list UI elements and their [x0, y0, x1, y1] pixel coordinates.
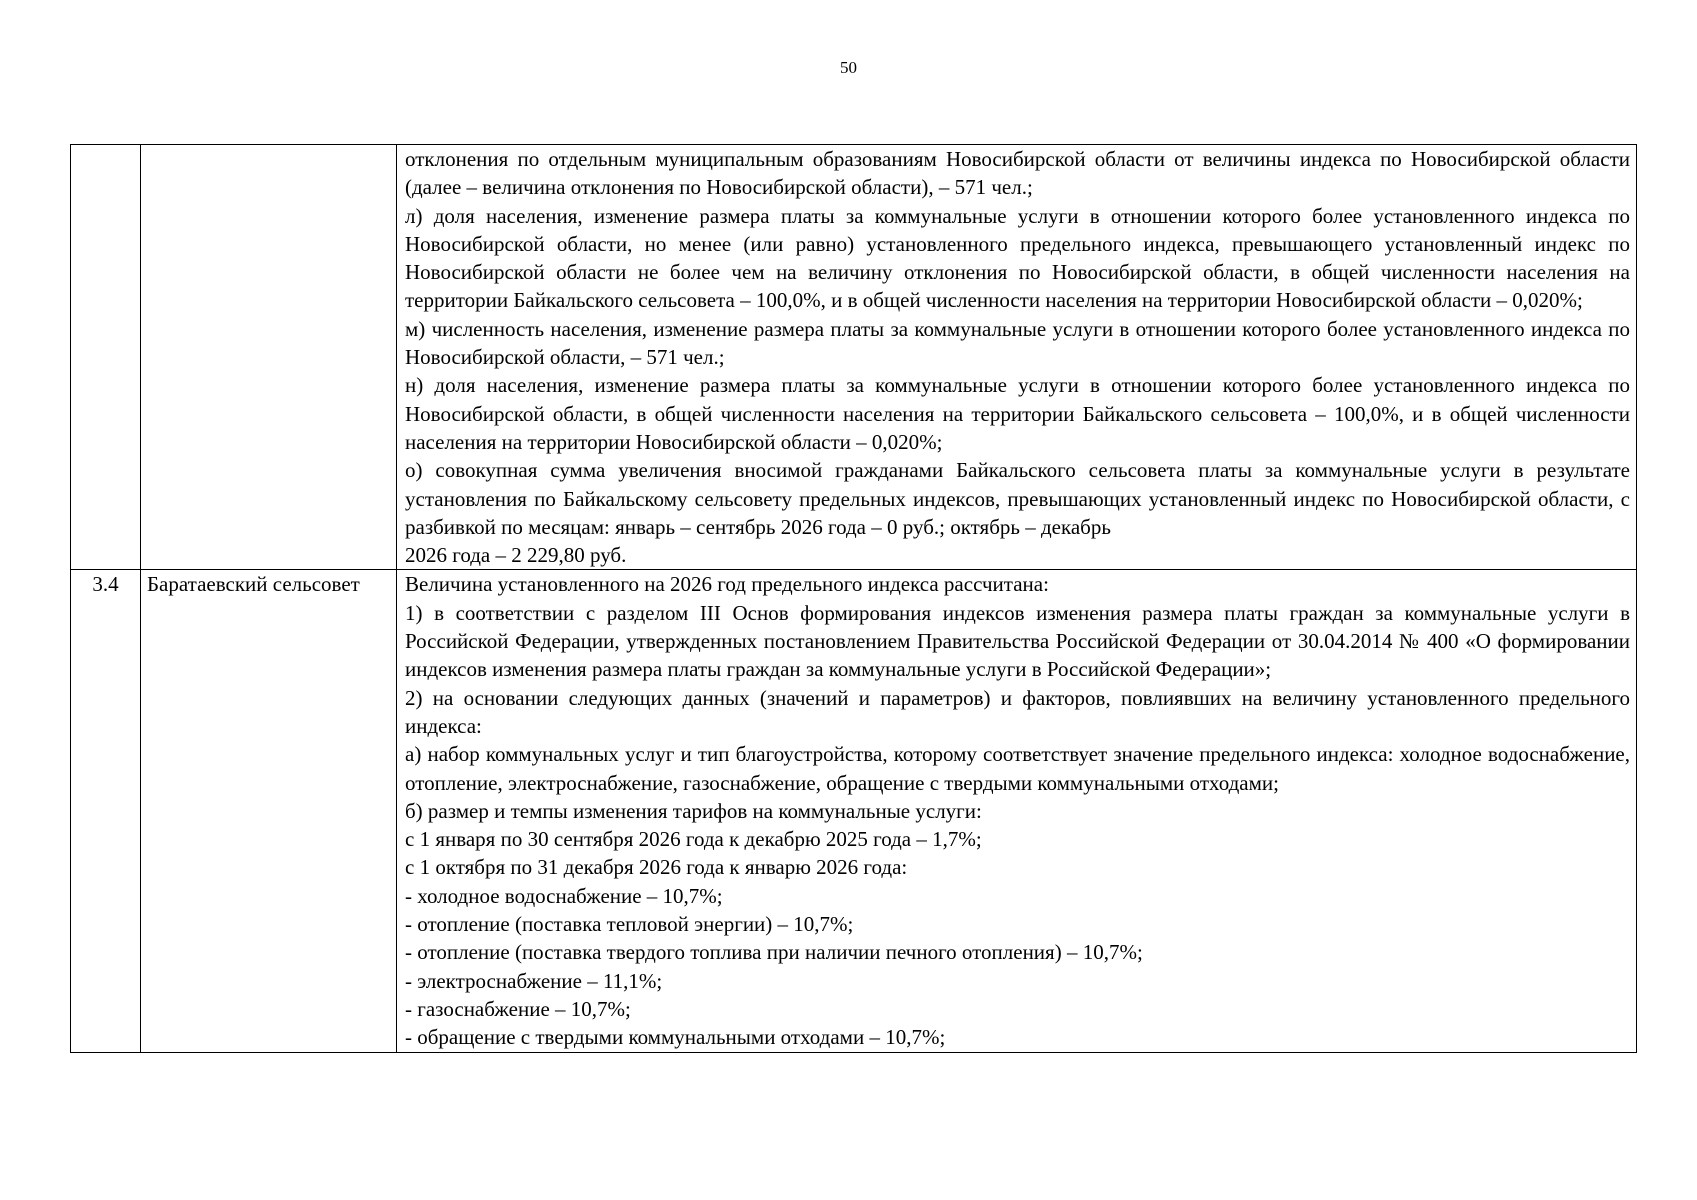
- paragraph-item-a: а) набор коммунальных услуг и тип благоустройства, которому соответствует значение предельного индекса: холодное водоснабжение, отопление, электроснабжение, газоснабжение, обращение с твердыми коммунальными отходами;: [405, 742, 1630, 795]
- document-table: [70, 144, 1637, 1053]
- tariff-electricity: - электроснабжение – 11,1%;: [405, 968, 663, 993]
- paragraph-item-o: о) совокупная сумма увеличения вносимой гражданами Байкальского сельсовета платы за коммунальные услуги в результате установления по Байкальскому сельсовету предельных индексов, превышающих установленный индекс по Новосибирской области, с разбивкой по месяцам: январь – сентябрь 2026 года – 0 руб.; октябрь – декабрь: [405, 458, 1630, 539]
- tariff-solid-waste: - обращение с твердыми коммунальными отходами – 10,7%;: [405, 1025, 946, 1050]
- tariff-period-2: с 1 октября по 31 декабря 2026 года к январю 2026 года:: [405, 855, 908, 880]
- table-row: [71, 570, 1637, 1052]
- description-cell: [397, 145, 1637, 570]
- paragraph-continuation: отклонения по отдельным муниципальным образованиям Новосибирской области от величины индекса по Новосибирской области (далее – величина отклонения по Новосибирской области), – 571 чел.;: [405, 147, 1630, 200]
- municipality-name-cell: Баратаевский сельсовет: [141, 570, 397, 1052]
- row-number-cell: [71, 145, 141, 570]
- paragraph-item-1: 1) в соответствии с разделом III Основ формирования индексов изменения размера платы граждан за коммунальные услуги в Российской Федерации, утвержденных постановлением Правительства Российской Федерации от 30.04.2014 № 400 «О формировании индексов изменения размера платы граждан за коммунальные услуги в Российской Федерации»;: [405, 600, 1630, 682]
- paragraph-item-o-end: 2026 года – 2 229,80 руб.: [405, 543, 627, 568]
- row-number-cell: 3.4: [71, 570, 141, 1052]
- table-row: [71, 145, 1637, 570]
- tariff-cold-water: - холодное водоснабжение – 10,7%;: [405, 883, 723, 908]
- municipality-name-cell: [141, 145, 397, 570]
- page-number: 50: [840, 58, 857, 77]
- tariff-period-1: с 1 января по 30 сентября 2026 года к декабрю 2025 года – 1,7%;: [405, 827, 982, 852]
- paragraph-item-n: н) доля населения, изменение размера платы за коммунальные услуги в отношении которого более установленного индекса по Новосибирской области, в общей численности населения на территории Байкальского сельсовета – 100,0%, и в общей численности населения на территории Новосибирской области – 0,020%;: [405, 373, 1630, 454]
- description-cell: [397, 570, 1637, 1052]
- tariff-heating: - отопление (поставка тепловой энергии) – 10,7%;: [405, 912, 854, 937]
- paragraph-item-2: 2) на основании следующих данных (значений и параметров) и факторов, повлиявших на величину установленного предельного индекса:: [405, 685, 1630, 738]
- tariff-gas: - газоснабжение – 10,7%;: [405, 996, 631, 1021]
- paragraph-intro: Величина установленного на 2026 год предельного индекса рассчитана:: [405, 572, 1049, 597]
- tariff-heating-solid-fuel: - отопление (поставка твердого топлива при наличии печного отопления) – 10,7%;: [405, 940, 1143, 965]
- paragraph-item-m: м) численность населения, изменение размера платы за коммунальные услуги в отношении которого более установленного индекса по Новосибирской области, – 571 чел.;: [405, 316, 1630, 370]
- paragraph-item-b: б) размер и темпы изменения тарифов на коммунальные услуги:: [405, 798, 982, 823]
- paragraph-item-l: л) доля населения, изменение размера платы за коммунальные услуги в отношении которого более установленного индекса по Новосибирской области, но менее (или равно) установленного предельного индекса, превышающего установленный индекс по Новосибирской области не более чем на величину отклонения по Новосибирской области, в общей численности населения на территории Байкальского сельсовета – 100,0%, и в общей численности населения на территории Новосибирской области – 0,020%;: [405, 203, 1630, 313]
